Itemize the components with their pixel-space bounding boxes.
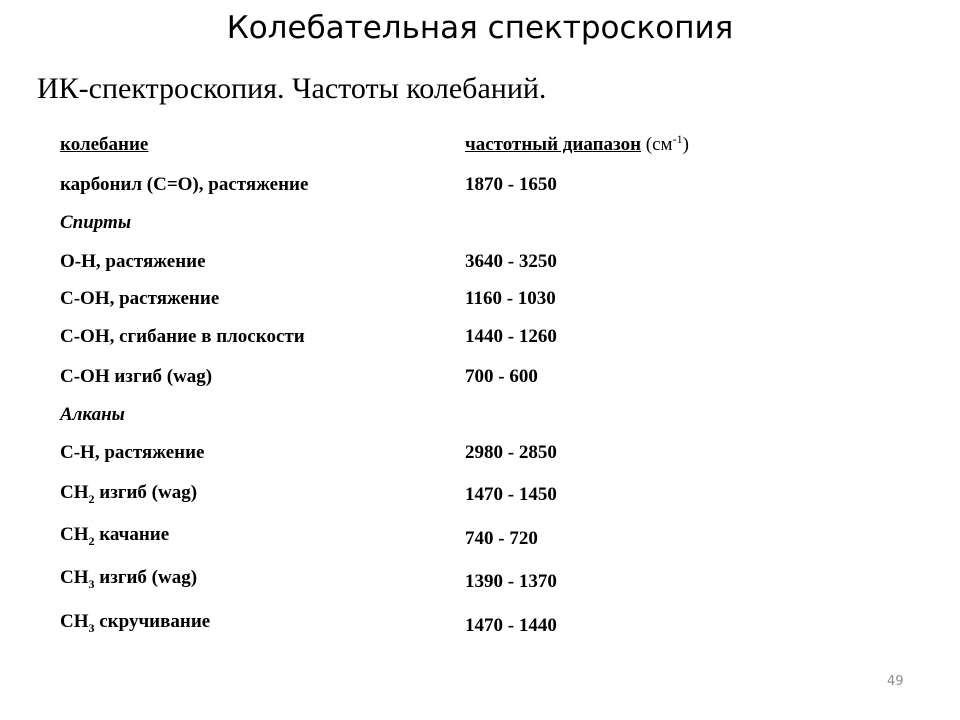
formula-subscript: 3 — [88, 577, 95, 591]
header-unit-exponent: -1 — [672, 132, 683, 146]
row-label: C-H, растяжение — [60, 442, 205, 463]
row-label: C-OH изгиб (wag) — [60, 366, 213, 387]
formula-description: изгиб (wag) — [94, 567, 198, 588]
table-row — [60, 611, 820, 641]
row-range: 1160 - 1030 — [465, 288, 556, 309]
table-row — [60, 288, 820, 318]
table-row — [60, 174, 820, 204]
header-unit-close: ) — [682, 134, 689, 155]
row-label: O-H, растяжение — [60, 251, 206, 272]
row-label — [60, 567, 197, 589]
table-row — [60, 366, 820, 396]
formula-base: CH — [60, 524, 89, 545]
page-number: 49 — [887, 674, 904, 689]
formula-base: CH — [60, 482, 89, 503]
row-label — [60, 524, 169, 546]
formula-base: CH — [60, 611, 89, 632]
row-range: 740 - 720 — [465, 528, 538, 549]
formula-subscript: 2 — [88, 534, 95, 548]
header-unit-open: (см — [641, 134, 673, 155]
section-row — [60, 212, 820, 242]
table-row — [60, 567, 820, 597]
row-range: 1870 - 1650 — [465, 174, 557, 195]
row-label: C-OH, растяжение — [60, 288, 220, 309]
row-range: 700 - 600 — [465, 366, 538, 387]
table-row — [60, 442, 820, 472]
header-frequency-label: частотный диапазон — [465, 134, 642, 155]
table-header — [60, 134, 820, 164]
header-frequency-range — [465, 134, 689, 156]
row-range: 2980 - 2850 — [465, 442, 557, 463]
table-row — [60, 524, 820, 554]
slide-subtitle: ИК-спектроскопия. Частоты колебаний. — [37, 72, 547, 105]
row-range: 1390 - 1370 — [465, 571, 557, 592]
row-label: C-OH, сгибание в плоскости — [60, 326, 305, 347]
formula-description: качание — [94, 524, 170, 545]
table-row — [60, 326, 820, 356]
formula-description: скручивание — [94, 611, 211, 632]
section-label: Алканы — [60, 404, 125, 425]
formula-subscript: 2 — [88, 492, 95, 506]
row-label — [60, 482, 197, 504]
row-label — [60, 611, 210, 633]
row-range: 1470 - 1440 — [465, 615, 557, 636]
table-row — [60, 251, 820, 281]
section-label: Спирты — [60, 212, 132, 233]
formula-description: изгиб (wag) — [94, 482, 198, 503]
row-range: 1440 - 1260 — [465, 326, 557, 347]
row-range: 1470 - 1450 — [465, 484, 557, 505]
formula-subscript: 3 — [88, 621, 95, 635]
formula-base: CH — [60, 567, 89, 588]
header-vibration: колебание — [60, 134, 149, 155]
table-row — [60, 482, 820, 512]
row-range: 3640 - 3250 — [465, 251, 557, 272]
section-row — [60, 404, 820, 434]
slide-title: Колебательная спектроскопия — [226, 10, 734, 46]
row-label: карбонил (C=O), растяжение — [60, 174, 309, 195]
